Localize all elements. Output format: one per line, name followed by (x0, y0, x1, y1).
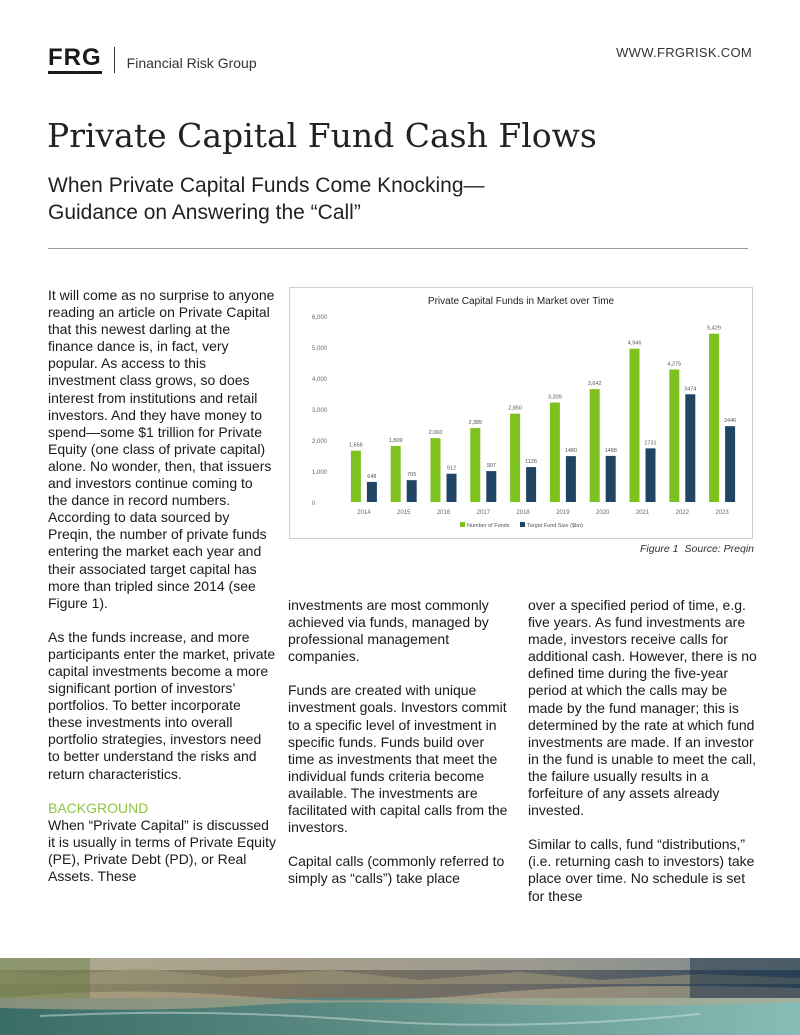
data-label: 648 (367, 473, 377, 480)
bar-target-fund-size (367, 482, 377, 502)
figure-source: Source: Preqin (684, 543, 754, 555)
logo-divider (114, 47, 115, 73)
data-label: 2,385 (468, 420, 483, 427)
data-label: 2,850 (508, 405, 522, 412)
section-heading-background: BACKGROUND (48, 799, 149, 816)
bar-target-fund-size (685, 394, 695, 502)
x-tick-label: 2023 (715, 510, 729, 516)
paragraph-background: When “Private Capital” is discussed it is usually in terms of Private Equity (PE), Private Debt (PD), or Real Assets. These (48, 816, 276, 884)
bar-target-fund-size (447, 474, 457, 502)
legend-swatch (460, 522, 465, 527)
figure-label: Figure 1 (640, 543, 679, 555)
data-label: 3474 (684, 386, 697, 393)
bar-target-fund-size (526, 467, 536, 502)
y-tick-label: 2,000 (312, 439, 328, 445)
data-label: 4,946 (627, 340, 642, 347)
data-label: 3,642 (587, 381, 602, 388)
y-tick-label: 3,000 (312, 408, 328, 414)
footer-aerial-city-image (0, 958, 800, 1035)
bar-target-fund-size (486, 471, 496, 502)
bar-target-fund-size (725, 426, 735, 502)
paragraph-call-period: over a specified period of time, e.g. five years. As fund investments are made, investors receive calls for additional cash. However, there is no defined time during the five-year period at which the calls may be made by the fund manager; this is determined by the rate at which fund investments are made. If an investor in the fund is unable to meet the call, the failure usually results in a forfeiture of any assets already invested. (528, 597, 757, 819)
figure-1-chart (289, 287, 753, 539)
legend-label: Target Fund Size ($bn) (527, 523, 583, 529)
y-tick-label: 4,000 (312, 377, 328, 383)
paragraph-capital-calls: Capital calls (commonly referred to simply as “calls”) take place (288, 853, 505, 887)
x-tick-label: 2015 (397, 510, 411, 516)
bar-target-fund-size (566, 456, 576, 502)
paragraph-intro: It will come as no surprise to anyone reading an article on Private Capital that this newest darling at the finance dance is, in fact, very popular. As access to this investment class grows, so does interest from institutions and retail investors. And they have money to spend—some $1 trillion for Private Equity (one class of private capital) alone. No wonder, then, that issuers and investors continue coming to the dance in record numbers. According to data sourced by Preqin, the number of private funds entering the market each year and their associated target capital has more than tripled since 2014 (see Figure 1). (48, 287, 275, 611)
data-label: 1,656 (349, 442, 363, 449)
data-label: 912 (446, 465, 457, 472)
data-label: 2,060 (428, 430, 443, 437)
figure-caption (560, 543, 754, 555)
text-column-1 (48, 287, 276, 902)
chart-title: Private Capital Funds in Market over Time (427, 296, 615, 307)
paragraph-funds-created: Funds are created with unique investment goals. Investors commit to a specific level of investment in specific funds. Funds build over time as investments that meet the individual funds criteria become available. The investments are facilitated with capital calls from the investors. (288, 682, 508, 836)
data-label: 1,809 (388, 437, 403, 444)
x-tick-label: 2021 (635, 510, 650, 516)
bar-target-fund-size (606, 456, 616, 502)
paragraph-funds-managed: investments are most commonly achieved via funds, managed by professional management companies. (288, 597, 489, 665)
bar-number-of-funds (351, 451, 361, 502)
y-tick-label: 6,000 (312, 315, 328, 321)
data-label: 1731 (644, 440, 657, 447)
paragraph-growth: As the funds increase, and more participants enter the market, private capital investments become a more significant portion of investors’ portfolios. To better incorporate these investments into overall portfolio strategies, investors need to better understand the risks and return characteristics. (48, 628, 276, 782)
data-label: 2446 (723, 418, 737, 425)
text-column-3 (528, 597, 758, 922)
data-label: 705 (407, 472, 417, 479)
x-tick-label: 2017 (476, 510, 490, 516)
data-label: 1488 (604, 447, 617, 454)
y-tick-label: 1,000 (312, 470, 328, 476)
text-column-2 (288, 597, 510, 904)
x-tick-label: 2014 (357, 510, 371, 516)
bar-number-of-funds (510, 414, 520, 502)
logo-mark: FRG (48, 46, 102, 74)
frg-logo (48, 46, 257, 74)
x-tick-label: 2018 (516, 510, 530, 516)
title-divider (48, 248, 748, 249)
bar-number-of-funds (391, 446, 401, 502)
x-axis (357, 510, 729, 516)
website-url[interactable]: WWW.FRGRISK.COM (616, 45, 752, 60)
bar-target-fund-size (407, 480, 417, 502)
data-label: 5,429 (707, 325, 721, 332)
bar-target-fund-size (646, 448, 656, 502)
bar-number-of-funds (590, 389, 600, 502)
data-label: 1126 (525, 459, 538, 466)
paragraph-distributions: Similar to calls, fund “distributions,” (i.e. returning cash to investors) take place over time. No schedule is set for these (528, 836, 755, 904)
x-tick-label: 2016 (436, 510, 451, 516)
bar-number-of-funds (431, 438, 441, 502)
x-tick-label: 2019 (556, 510, 570, 516)
bar-number-of-funds (630, 349, 640, 502)
logo-company-name: Financial Risk Group (126, 55, 257, 71)
y-tick-label: 5,000 (312, 346, 328, 352)
x-tick-label: 2022 (675, 510, 689, 516)
data-label: 4,275 (667, 361, 682, 368)
bar-series (349, 326, 736, 502)
page-subtitle: When Private Capital Funds Come Knocking— Guidance on Answering the “Call” (48, 174, 485, 224)
data-label: 3,209 (548, 394, 562, 401)
chart-legend (460, 522, 583, 529)
x-tick-label: 2020 (596, 510, 610, 516)
y-axis (312, 315, 328, 507)
bar-chart (290, 288, 752, 538)
bar-number-of-funds (669, 369, 679, 502)
bar-number-of-funds (470, 428, 480, 502)
data-label: 997 (486, 463, 496, 470)
y-tick-label: 0 (312, 501, 316, 507)
data-label: 1480 (564, 448, 578, 455)
legend-swatch (520, 522, 525, 527)
bar-number-of-funds (550, 403, 560, 502)
legend-label: Number of Funds (467, 523, 510, 529)
page-title: Private Capital Fund Cash Flows (47, 116, 597, 155)
bar-number-of-funds (709, 334, 719, 502)
